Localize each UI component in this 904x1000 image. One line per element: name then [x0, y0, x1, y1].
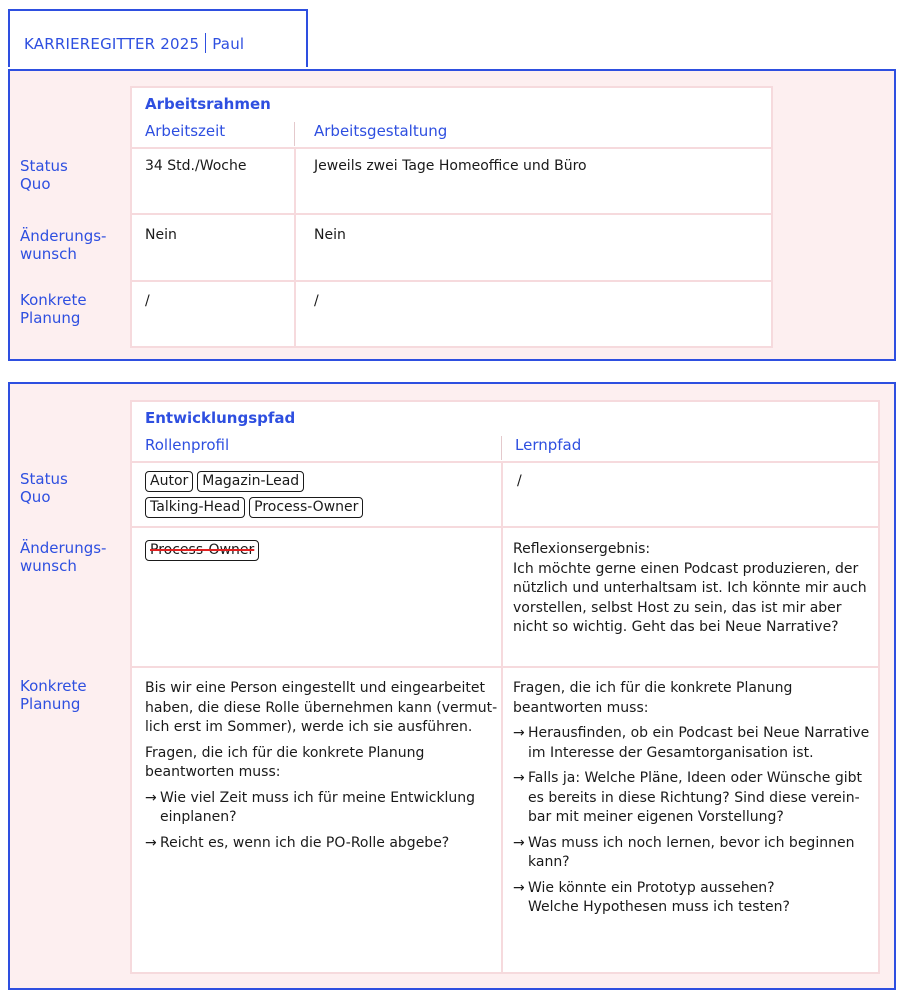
row-label-line: Änderungs- — [20, 227, 107, 245]
text-line: bar mit meiner eigenen Vorstellung? — [528, 809, 784, 825]
row-label-line: Status — [20, 157, 68, 175]
change-tags — [145, 540, 259, 566]
text-line: Welche Hypothesen muss ich testen? — [528, 899, 790, 915]
text-line: Fragen, die ich für die konkrete Planung — [513, 680, 793, 696]
row-label-change-request — [20, 227, 106, 263]
text-line: Reflexionsergebnis: — [513, 541, 651, 557]
text-line: Reicht es, wenn ich die PO-Rolle abgebe? — [160, 834, 450, 851]
row-divider — [132, 280, 771, 282]
arrow-right-icon: → — [513, 725, 525, 741]
text-line: Herausfinden, ob ein Podcast bei Neue Narrative — [528, 725, 870, 741]
text-line: Wie viel Zeit muss ich für meine Entwicklung — [160, 789, 476, 806]
column-divider — [294, 147, 296, 346]
role-tag-process-owner-removed: Process-Owner — [145, 540, 259, 561]
arrow-right-icon: → — [513, 834, 525, 851]
tag-row — [145, 497, 363, 518]
arbeitsrahmen-table — [130, 86, 773, 348]
cell-planning-rollenprofil — [145, 679, 497, 859]
question-list — [145, 789, 497, 854]
title-tab — [8, 9, 308, 67]
text-line: kann? — [528, 854, 570, 870]
title-separator — [205, 33, 206, 53]
text-line: lich erst im Sommer), werde ich sie ausführen. — [145, 719, 473, 735]
cell-change-lernpfad — [513, 540, 867, 638]
text-line: haben, die diese Rolle übernehmen kann (vermut- — [145, 699, 498, 716]
row-label-line: wunsch — [20, 245, 77, 263]
row-divider — [132, 461, 878, 463]
row-label-line: Änderungs- — [20, 539, 107, 557]
column-header-arbeitszeit: Arbeitszeit — [145, 122, 226, 140]
row-label-concrete-planning — [20, 677, 87, 713]
cell-status-arbeitszeit: 34 Std./Woche — [145, 158, 247, 174]
row-label-status-quo — [20, 470, 68, 506]
row-label-line: Quo — [20, 175, 51, 193]
row-divider — [132, 666, 878, 668]
cell-change-arbeitsgestaltung: Nein — [314, 227, 346, 243]
paragraph-questions-intro — [513, 679, 869, 718]
row-label-line: Quo — [20, 488, 51, 506]
cell-planning-arbeitszeit: / — [145, 293, 150, 309]
text-line: Ich möchte gerne einen Podcast produzieren, der — [513, 560, 859, 577]
cell-status-arbeitsgestaltung: Jeweils zwei Tage Homeoffice und Büro — [314, 158, 587, 174]
row-label-line: Planung — [20, 309, 81, 327]
text-line: nützlich und unterhaltsam ist. Ich könnte mir auch — [513, 580, 867, 596]
text-line: Bis wir eine Person eingestellt und eingearbeitet — [145, 680, 485, 696]
header-divider — [294, 122, 295, 146]
row-label-line: wunsch — [20, 557, 77, 575]
role-tag-autor: Autor — [145, 471, 193, 492]
arrow-right-icon: → — [145, 834, 157, 851]
text-line: beantworten muss: — [145, 764, 281, 780]
text-line: Wie könnte ein Prototyp aussehen? — [528, 879, 775, 896]
section-title-entwicklungspfad: Entwicklungspfad — [145, 409, 296, 427]
question-item — [513, 834, 869, 873]
row-label-status-quo — [20, 157, 68, 193]
text-line: vorstellen, selbst Host zu sein, das ist mir aber — [513, 599, 842, 616]
role-tag-magazin-lead: Magazin-Lead — [197, 471, 304, 492]
document-title — [24, 33, 244, 53]
row-divider — [132, 213, 771, 215]
row-label-line: Konkrete — [20, 291, 87, 309]
arbeitsrahmen-panel — [8, 69, 896, 361]
paragraph-questions-intro — [145, 744, 497, 783]
role-tag-process-owner: Process-Owner — [249, 497, 363, 518]
text-line: es bereits in diese Richtung? Sind diese verein- — [528, 789, 860, 806]
question-item — [513, 769, 869, 828]
row-label-concrete-planning — [20, 291, 87, 327]
role-tag-talking-head: Talking-Head — [145, 497, 245, 518]
row-divider — [132, 147, 771, 149]
cell-status-lernpfad: / — [517, 473, 522, 489]
row-divider — [132, 526, 878, 528]
row-label-line: Planung — [20, 695, 81, 713]
arrow-right-icon: → — [145, 789, 157, 806]
question-item — [513, 879, 869, 918]
row-label-change-request — [20, 539, 106, 575]
question-item — [145, 789, 497, 828]
role-tags — [145, 471, 363, 523]
tag-row — [145, 540, 259, 561]
column-header-lernpfad: Lernpfad — [515, 436, 582, 454]
row-label-line: Status — [20, 470, 68, 488]
document-title-text: KARRIEREGITTER 2025 — [24, 35, 200, 53]
paragraph-timing — [145, 679, 497, 738]
column-header-rollenprofil: Rollenprofil — [145, 436, 230, 454]
text-line: Fragen, die ich für die konkrete Planung — [145, 744, 425, 761]
column-header-arbeitsgestaltung: Arbeitsgestaltung — [314, 122, 448, 140]
text-line: einplanen? — [160, 809, 237, 825]
column-divider — [501, 461, 503, 972]
text-line: nicht so wichtig. Geht das bei Neue Narrative? — [513, 619, 839, 635]
entwicklungspfad-table — [130, 400, 880, 974]
text-line: beantworten muss: — [513, 699, 649, 716]
section-title-arbeitsrahmen: Arbeitsrahmen — [145, 95, 271, 113]
entwicklungspfad-panel — [8, 382, 896, 990]
cell-planning-lernpfad — [513, 679, 869, 924]
header-divider — [501, 436, 502, 460]
cell-planning-arbeitsgestaltung: / — [314, 293, 319, 309]
text-line: Was muss ich noch lernen, bevor ich beginnen — [528, 834, 855, 851]
question-item — [513, 724, 869, 763]
arrow-right-icon: → — [513, 879, 525, 896]
tag-row — [145, 471, 363, 492]
arrow-right-icon: → — [513, 770, 525, 786]
row-label-line: Konkrete — [20, 677, 87, 695]
question-item — [145, 834, 497, 854]
question-list — [513, 724, 869, 918]
cell-change-arbeitszeit: Nein — [145, 227, 177, 243]
person-name: Paul — [212, 35, 245, 53]
text-line: im Interesse der Gesamtorganisation ist. — [528, 744, 814, 761]
text-line: Falls ja: Welche Pläne, Ideen oder Wünsche gibt — [528, 770, 862, 786]
